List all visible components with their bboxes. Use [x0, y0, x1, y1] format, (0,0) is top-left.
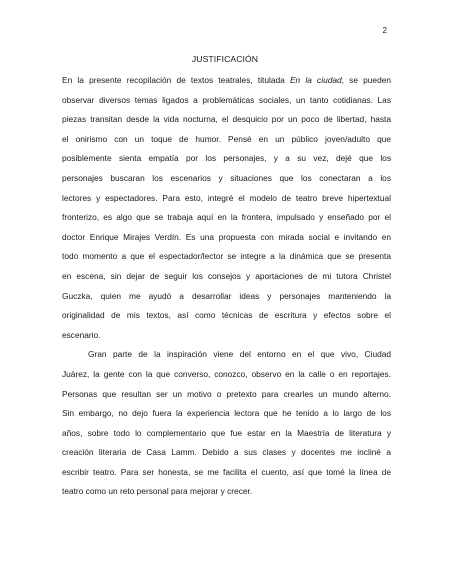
paragraph-line: creación literaria de Casa Lamm. Debido a sus clases y docentes me incliné a [62, 447, 391, 458]
paragraph-line: doctor Enrique Mirajes Verdín. Es una propuesta con mirada social e invitando en [62, 231, 391, 242]
paragraph-line: el onirismo con un toque de humor. Pensé en un público joven/adulto que [62, 133, 391, 144]
text-run: En la presente recopilación de textos teatrales, titulada [62, 75, 290, 85]
paragraph-line: originalidad de mis textos, así como técnicas de escritura y efectos sobre el [62, 310, 391, 321]
paragraph-line: en escena, sin dejar de seguir los consejos y aportaciones de mi tutora Christel [62, 270, 391, 281]
page-number: 2 [382, 26, 387, 35]
document-body [62, 71, 391, 502]
work-title: En la ciudad [289, 75, 342, 85]
paragraph-1 [62, 71, 391, 345]
section-heading: JUSTIFICACIÓN [191, 54, 259, 64]
paragraph-line: teatro como un reto personal para mejorar y crecer. [62, 486, 253, 497]
paragraph-line: observar diversos temas ligados a problemáticas sociales, un tanto cotidianas. Las [62, 94, 391, 105]
paragraph-line: Juárez, la gente con la que converso, conozco, observo en la calle o en reportajes. [62, 368, 391, 379]
paragraph-line: posiblemente sienta empatía por los personajes, y a su vez, dejé que los [62, 153, 391, 164]
paragraph-2 [62, 345, 391, 502]
paragraph-line: Sin embargo, no dejo fuera la experiencia lectora que he tenido a lo largo de los [62, 408, 391, 419]
paragraph-line: fronterizo, es algo que se trabaja aquí en la frontera, impulsado y enseñado por el [62, 212, 391, 223]
paragraph-line: Guczka, quien me ayudó a desarrollar ideas y personajes manteniendo la [62, 290, 391, 301]
paragraph-line: años, sobre todo lo complementario que fue estar en la Maestría de literatura y [62, 427, 391, 438]
paragraph-line: escribir teatro. Para ser honesta, se me facilita el cuento, así que tomé la línea de [62, 466, 391, 477]
paragraph-line: piezas transitan desde la vida nocturna, el desquicio por un poco de libertad, hasta [62, 114, 391, 125]
paragraph-line: personajes buscaran los escenarios y situaciones que los conectaran a los [62, 172, 391, 183]
paragraph-line: escenario. [62, 329, 101, 340]
paragraph-line [62, 71, 391, 91]
paragraph-line: todo momento a que el espectador/lector se integre a la dinámica que se presenta [62, 251, 391, 262]
paragraph-line: Personas que resultan ser un motivo o pretexto para crearles un mundo alterno. [62, 388, 391, 399]
text-run: , se pueden [341, 75, 391, 85]
paragraph-line: Gran parte de la inspiración viene del entorno en el que vivo, Ciudad [88, 349, 391, 360]
paragraph-line: lectores y espectadores. Para esto, integré el modelo de teatro breve hipertextual [62, 192, 391, 203]
